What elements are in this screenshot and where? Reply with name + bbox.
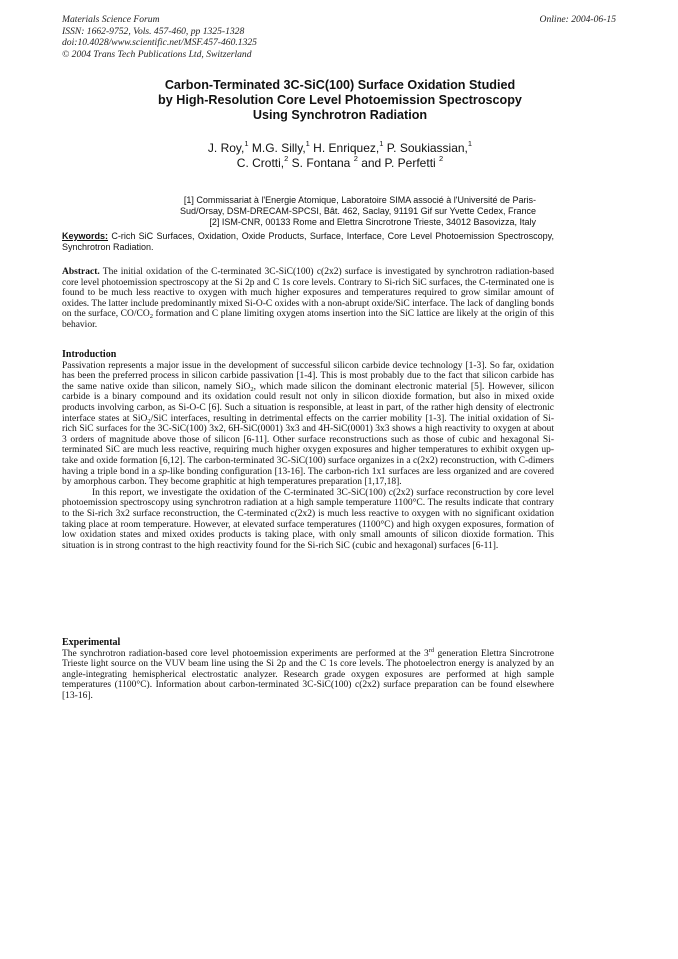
section-heading: Introduction: [62, 349, 117, 360]
affil-marker: 2: [439, 154, 444, 163]
body-text: /SiC interfaces, resulting in detrimental effects on the carrier mobility [1-3]. The initial oxidation of Si-rich SiC surfaces for the 3C-SiC(100) 3x2, 6H-SiC(0001) 3x3 and 4H-SiC(0001) 3x3 shows a high reactivity to oxygen at about 3 orders of magnitude above those of silicon [6-11]. Other surface reconstructions such as those of cubic and hexagonal Si-terminated SiC are much less reactive, requiring much higher oxygen exposures and higher temperatures to exhibit oxygen up-take and oxide formation [6,12]. The carbon-terminated 3C-SiC(100) surface organizes in a c(2x2) reconstruction, with C-dimers having a triple bond in a: [62, 413, 555, 477]
author-name: H. Enriquez,: [309, 141, 380, 155]
affil-marker: 1: [305, 139, 310, 148]
keywords: [62, 231, 554, 253]
copyright-line: © 2004 Trans Tech Publications Ltd, Switzerland: [62, 48, 252, 60]
title-line: Using Synchrotron Radiation: [252, 108, 428, 122]
affiliation-line: Sud/Orsay, DSM-DRECAM-SPCSI, Bât. 462, Saclay, 91191 Gif sur Yvette Cedex, France: [180, 206, 536, 216]
affiliation-line: [2] ISM-CNR, 00133 Rome and Elettra Sincrotrone Trieste, 34012 Basovizza, Italy: [209, 217, 536, 227]
section-heading: Experimental: [62, 637, 121, 648]
journal-name: Materials Science Forum: [62, 14, 160, 25]
body-text: generation Elettra Sincrotrone Trieste light source on the VUV beam line using the Si 2p and the C 1s core levels. The photoelectron energy is analyzed by an angle-integrating hemispherical electrostatic analyzer. Research grade oxygen exposures are performed at high sample temperatures (1100°C). Information about carbon-terminated 3C-SiC(100) c(2x2) surface preparation can be found elsewhere [13-16].: [62, 648, 554, 701]
body-paragraph: [62, 361, 554, 488]
doi-line: doi:10.4028/www.scientific.net/MSF.457-460.1325: [62, 37, 257, 49]
author-name: S. Fontana: [288, 156, 354, 170]
author-name: C. Crotti,: [236, 156, 285, 170]
body-text: -like bonding configuration [13-16]. The carbon-rich 1x1 surfaces are less organized and are covered by amorphous carbon. They become graphitic at high temperatures preparation [1,17,18].: [62, 466, 554, 488]
online-date: Online: 2004-06-15: [539, 14, 616, 25]
issn-line: ISSN: 1662-9752, Vols. 457-460, pp 1325-1328: [62, 25, 245, 37]
subscript: 2: [147, 417, 151, 425]
body-paragraph: In this report, we investigate the oxidation of the C-terminated 3C-SiC(100) c(2x2) surface reconstruction by core level photoemission spectroscopy using synchrotron radiation at a high sample temperature 1100°C. The results indicate that contrary to the Si-rich 3x2 surface reconstruction, the C-terminated c(2x2) is much less reactive to oxygen with no significant oxidation taking place at room temperature. However, at elevated surface temperatures (1100°C) and high oxygen exposures, formation of low oxidation states and mixed oxides products is taking place, with only small amounts of silicon dioxide formation. This situation is in strong contrast to the high reactivity found for the Si-rich SiC (cubic and hexagonal) surfaces [6-11].: [62, 487, 554, 551]
affil-marker: 2: [284, 154, 289, 163]
author-name: P. Soukiassian,: [383, 141, 468, 155]
body-text: , which made silicon the dominant electronic material [5]. However, silicon carbide is a binary compound and its oxidation could result not only in silicon dioxide formation, but also in mixed oxide products involving carbon, as Si-O-C [6]. Such a situation is responsible, at least in part, of the rather high density of electronic interface states at SiO: [62, 381, 554, 424]
subscript: 2: [149, 313, 153, 321]
affiliations: [100, 195, 536, 228]
affil-marker: 1: [244, 139, 249, 148]
journal-header: [62, 14, 257, 60]
affiliation-line: [1] Commissariat à l'Energie Atomique, Laboratoire SIMA associé à l'Université de Paris-: [183, 195, 536, 205]
experimental-section: [62, 638, 554, 702]
italic-term: sp: [158, 466, 167, 477]
abstract-text: formation and C plane limiting oxygen atoms insertion into the SiC lattice are likely at the origin of this behavior.: [62, 309, 554, 330]
paper-title: [100, 78, 580, 123]
abstract: [62, 267, 554, 331]
keywords-label: Keywords:: [62, 231, 109, 241]
abstract-paragraph: [62, 267, 554, 331]
author-line: [120, 141, 560, 156]
author-list: [120, 141, 560, 171]
affil-marker: 1: [379, 139, 384, 148]
introduction-section: [62, 350, 554, 551]
author-name: M.G. Silly,: [248, 141, 306, 155]
body-text: Passivation represents a major issue in the development of successful silicon carbide device technology [1-3]. So far, oxidation has been the preferred process in silicon carbide passivation [1-4]. This is most probably due to the fact that silicon carbide has the same native oxide than silicon, namely SiO: [62, 360, 554, 392]
body-paragraph: [62, 646, 554, 702]
body-text: The synchrotron radiation-based core level photoemission experiments are performed at the 3: [62, 648, 429, 659]
abstract-label: Abstract.: [62, 267, 100, 277]
affil-marker: 1: [467, 139, 473, 148]
author-name: and P. Perfetti: [357, 156, 440, 170]
subscript: 2: [250, 385, 254, 393]
abstract-text: The initial oxidation of the C-terminated 3C-SiC(100) c(2x2) surface is investigated by synchrotron radiation-based core level photoemission spectroscopy at the Si 2p and C 1s core levels. Contrary to Si-rich SiC surfaces, the C-terminated one is found to be much less reactive to oxygen with much higher exposures and temperatures required to grow similar amount of oxides. The latter include predominantly mixed Si-O-C oxides with a non-abrupt oxide/SiC interface. The lack of dangling bonds on the surface, CO/CO: [62, 267, 554, 320]
author-line: [120, 156, 560, 171]
title-line: by High-Resolution Core Level Photoemission Spectroscopy: [158, 93, 522, 107]
affil-marker: 2: [353, 154, 358, 163]
title-line: Carbon-Terminated 3C-SiC(100) Surface Oxidation Studied: [164, 78, 516, 92]
keywords-text: C-rich SiC Surfaces, Oxidation, Oxide Products, Surface, Interface, Core Level Photoemission Spectroscopy, Synchrotron Radiation.: [62, 231, 554, 252]
superscript: rd: [428, 646, 435, 654]
author-name: J. Roy,: [207, 141, 245, 155]
